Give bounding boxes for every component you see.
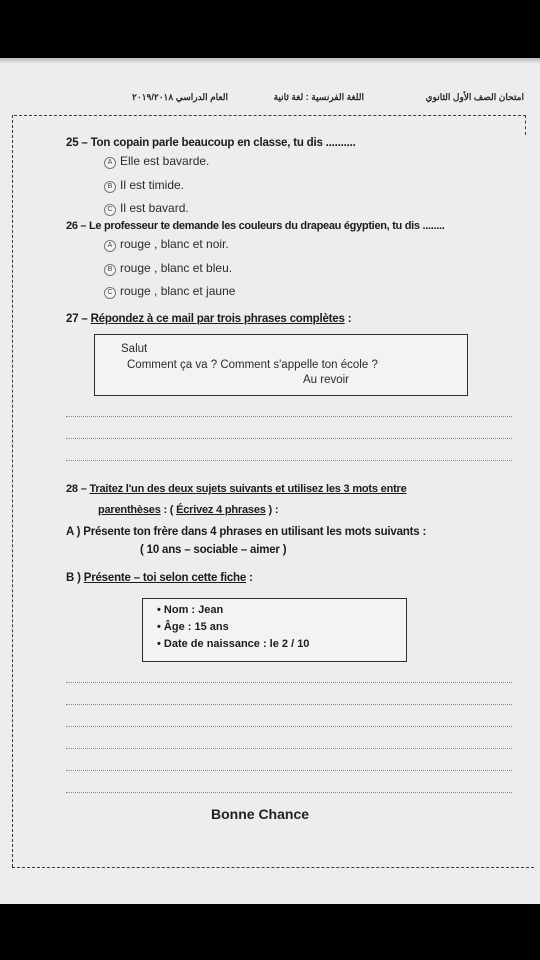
q25-option-c[interactable] (104, 201, 189, 216)
q26-option-a[interactable] (104, 237, 229, 252)
q26-option-b[interactable] (104, 261, 232, 276)
question-27 (66, 313, 351, 325)
mail-greeting: Salut (121, 343, 148, 355)
fiche-birthdate: • Date de naissance : le 2 / 10 (157, 638, 310, 650)
q25-option-b[interactable] (104, 178, 184, 193)
mail-body: Comment ça va ? Comment s'appelle ton école ? (127, 359, 378, 371)
answer-line[interactable] (66, 770, 512, 771)
q27-instruction: Répondez à ce mail par trois phrases complètes (90, 313, 345, 325)
option-a-badge: A (104, 240, 116, 252)
mail-closing: Au revoir (303, 374, 350, 386)
exam-paper (0, 58, 540, 904)
answer-line[interactable] (66, 416, 512, 417)
q28-instruction-line2: parenthèses (98, 504, 161, 516)
q28-instruction-continued (98, 504, 278, 516)
q27-number: 27 – (66, 313, 91, 325)
option-label: Il est timide. (120, 178, 185, 192)
answer-line[interactable] (66, 792, 512, 793)
answer-line[interactable] (66, 460, 512, 461)
option-c-badge: C (104, 204, 116, 216)
question-25: 25 – Ton copain parle beaucoup en classe, tu dis .......... (66, 137, 356, 149)
exam-title: امتحان الصف الأول الثانوي (425, 92, 524, 102)
border-bottom (12, 867, 534, 868)
border-left (12, 115, 13, 867)
mail-box (94, 334, 468, 396)
option-label: rouge , blanc et jaune (120, 284, 236, 298)
subject-b-prefix: B ) (66, 572, 84, 584)
fiche-age: • Âge : 15 ans (157, 621, 229, 633)
q27-colon: : (344, 313, 352, 325)
q28-instruction-line1: Traitez l'un des deux sujets suivants et utilisez les 3 mots entre (89, 483, 407, 495)
subject-a-words: ( 10 ans – sociable – aimer ) (140, 544, 287, 556)
subject-a: A ) Présente ton frère dans 4 phrases en utilisant les mots suivants : (66, 526, 427, 538)
border-right (525, 115, 526, 135)
option-a-badge: A (104, 157, 116, 169)
q28-instruction-end: ) : (265, 504, 279, 516)
q28-instruction-note: Écrivez 4 phrases (176, 504, 266, 516)
subject-b-colon: : (246, 572, 253, 584)
question-26: 26 – Le professeur te demande les couleurs du drapeau égyptien, tu dis ........ (66, 220, 445, 232)
border-top (14, 115, 526, 116)
subject-b-text: Présente – toi selon cette fiche (83, 572, 247, 584)
answer-line[interactable] (66, 726, 512, 727)
fiche-box (142, 598, 407, 662)
option-label: rouge , blanc et noir. (120, 237, 229, 251)
option-b-badge: B (104, 264, 116, 276)
option-label: rouge , blanc et bleu. (120, 261, 233, 275)
answer-line[interactable] (66, 704, 512, 705)
bonne-chance: Bonne Chance (211, 806, 310, 822)
answer-line[interactable] (66, 438, 512, 439)
paper-edge-shadow (0, 58, 540, 64)
exam-subject: اللغة الفرنسية : لغة ثانية (273, 92, 364, 102)
exam-header (64, 92, 524, 108)
q28-number: 28 – (66, 483, 90, 495)
option-label: Elle est bavarde. (120, 154, 210, 168)
subject-b (66, 572, 253, 584)
question-28 (66, 483, 407, 495)
q26-option-c[interactable] (104, 284, 235, 299)
option-b-badge: B (104, 181, 116, 193)
answer-line[interactable] (66, 682, 512, 683)
answer-line[interactable] (66, 748, 512, 749)
option-label: Il est bavard. (120, 201, 189, 215)
option-c-badge: C (104, 287, 116, 299)
fiche-name: • Nom : Jean (157, 604, 224, 616)
q28-instruction-mid: : ( (160, 504, 177, 516)
q25-option-a[interactable] (104, 154, 209, 169)
school-year: العام الدراسي ٢٠١٩/٢٠١٨ (132, 92, 228, 102)
